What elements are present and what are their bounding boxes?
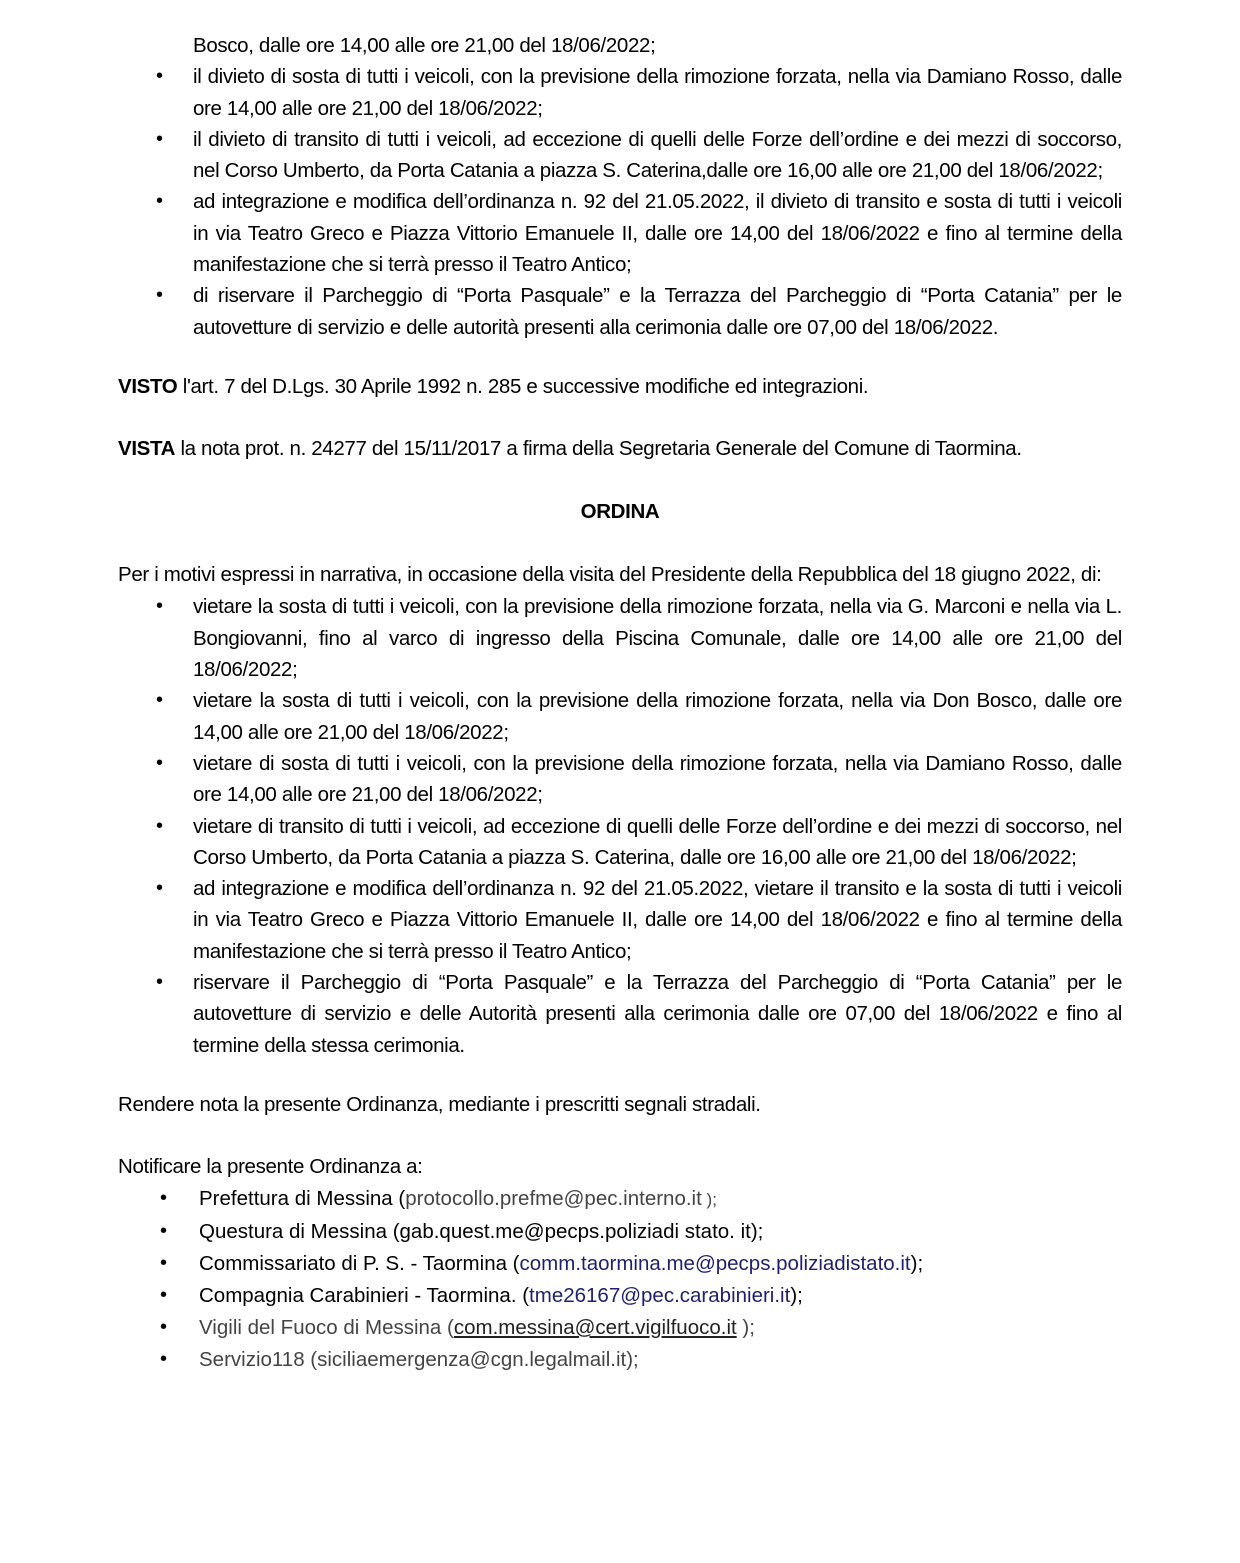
vista-label: VISTA	[118, 437, 176, 461]
visto-label: VISTO	[118, 374, 178, 398]
ordina-heading	[118, 496, 1122, 528]
recipients-list	[118, 1183, 1122, 1376]
recipient-name: Prefettura di Messina (	[199, 1186, 406, 1210]
bullet-icon: •	[156, 284, 163, 307]
bullet-icon: •	[156, 971, 163, 994]
list-item	[118, 685, 1122, 748]
list-item	[118, 30, 1122, 61]
ordina-list	[118, 591, 1122, 1060]
list-item-text: vietare la sosta di tutti i veicoli, con la previsione della rimozione forzata, nella via Don Bosco, dalle ore 14,00 alle ore 21,00 del 18/06/2022;	[193, 689, 1122, 744]
recipient-email[interactable]: protocollo.prefme@pec.interno.it	[405, 1186, 702, 1210]
recipient-name: Servizio118 (	[199, 1347, 318, 1371]
recipient-item	[118, 1280, 1122, 1312]
vista-paragraph	[118, 433, 1122, 465]
notificare-paragraph: Notificare la presente Ordinanza a:	[118, 1155, 423, 1179]
intro-paragraph: Per i motivi espressi in narrativa, in occasione della visita del Presidente della Repubblica del 18 giugno 2022, di:	[118, 563, 1102, 587]
recipient-email-link[interactable]: tme26167@pec.carabinieri.it	[529, 1283, 791, 1307]
recipient-item	[118, 1248, 1122, 1280]
list-item	[118, 124, 1122, 187]
recipient-item	[118, 1183, 1122, 1216]
ordina-heading-text: ORDINA	[580, 499, 660, 523]
list-item-text: Bosco, dalle ore 14,00 alle ore 21,00 del 18/06/2022;	[193, 34, 656, 57]
recipient-name: Compagnia Carabinieri - Taormina. (	[199, 1283, 530, 1307]
recipient-email-link[interactable]: comm.taormina.me@pecps.poliziadistato.it	[519, 1251, 911, 1275]
bullet-icon: •	[160, 1283, 168, 1306]
list-item	[118, 748, 1122, 811]
recipient-name: Commissariato di P. S. - Taormina (	[199, 1251, 520, 1275]
bullet-icon: •	[160, 1347, 168, 1370]
list-item-text: di riservare il Parcheggio di “Porta Pasquale” e la Terrazza del Parcheggio di “Porta Catania” per le autovetture di servizio e delle autorità presenti alla cerimonia dalle ore 07,00 del 18/06/2022.	[193, 284, 1122, 339]
recipient-item	[118, 1344, 1122, 1376]
bullet-icon: •	[160, 1315, 168, 1338]
list-item	[118, 967, 1122, 1061]
list-item-text: riservare il Parcheggio di “Porta Pasquale” e la Terrazza del Parcheggio di “Porta Catania” per le autovetture di servizio e delle Autorità presenti alla cerimonia dalle ore 07,00 del 18/06/2022 e fino al termine della stessa cerimonia.	[193, 971, 1122, 1057]
document-page	[118, 30, 1122, 1376]
list-item-text: vietare di transito di tutti i veicoli, ad eccezione di quelli delle Forze dell’ordine e dei mezzi di soccorso, nel Corso Umberto, da Porta Catania a piazza S. Caterina, dalle ore 16,00 alle ore 21,00 del 18/06/2022;	[193, 814, 1122, 869]
rendere-nota-paragraph: Rendere nota la presente Ordinanza, mediante i prescritti segnali stradali.	[118, 1092, 761, 1116]
recipient-name: Questura di Messina (	[199, 1219, 400, 1243]
bullet-icon: •	[160, 1219, 168, 1242]
recipient-suffix: );	[701, 1189, 717, 1209]
bullet-icon: •	[156, 814, 163, 837]
recipient-suffix: );	[736, 1315, 755, 1339]
list-item-text: vietare la sosta di tutti i veicoli, con la previsione della rimozione forzata, nella via G. Marconi e nella via L. Bongiovanni, fino al varco di ingresso della Piscina Comunale, dalle ore 14,00 alle ore 21,00 del 18/06/2022;	[193, 595, 1122, 682]
list-item	[118, 811, 1122, 874]
list-item-text: il divieto di sosta di tutti i veicoli, con la previsione della rimozione forzata, nella via Damiano Rosso, dalle ore 14,00 alle ore 21,00 del 18/06/2022;	[193, 65, 1122, 120]
bullet-icon: •	[156, 877, 163, 900]
recipient-suffix: );	[910, 1251, 924, 1275]
recipient-email[interactable]: gab.quest.me@pecps.poliziadi stato. it	[399, 1219, 751, 1243]
bullet-icon: •	[156, 751, 163, 774]
continued-list	[118, 30, 1122, 343]
list-item-text: ad integrazione e modifica dell’ordinanza n. 92 del 21.05.2022, il divieto di transito e sosta di tutti i veicoli in via Teatro Greco e Piazza Vittorio Emanuele II, dalle ore 14,00 del 18/06/2022 e fino al termine della manifestazione che si terrà presso il Teatro Antico;	[193, 190, 1122, 277]
list-item	[118, 591, 1122, 685]
bullet-icon: •	[156, 595, 163, 618]
list-item	[118, 873, 1122, 967]
list-item	[118, 186, 1122, 280]
vista-text: la nota prot. n. 24277 del 15/11/2017 a firma della Segretaria Generale del Comune di Taormina.	[175, 437, 1022, 461]
recipient-name: Vigili del Fuoco di Messina (	[199, 1315, 454, 1339]
recipient-suffix: );	[626, 1347, 639, 1371]
recipient-email[interactable]: siciliaemergenza@cgn.legalmail.it	[317, 1347, 627, 1371]
list-item-text: vietare di sosta di tutti i veicoli, con la previsione della rimozione forzata, nella via Damiano Rosso, dalle ore 14,00 alle ore 21,00 del 18/06/2022;	[193, 751, 1122, 807]
recipient-suffix: );	[750, 1219, 764, 1243]
visto-paragraph	[118, 371, 1122, 403]
bullet-icon: •	[160, 1186, 168, 1209]
visto-text: l'art. 7 del D.Lgs. 30 Aprile 1992 n. 285 e successive modifiche ed integrazioni.	[177, 374, 869, 398]
bullet-icon: •	[156, 190, 163, 213]
bullet-icon: •	[156, 127, 163, 150]
recipient-item	[118, 1312, 1122, 1344]
recipient-item	[118, 1216, 1122, 1248]
recipient-suffix: );	[790, 1283, 803, 1307]
recipient-email-link[interactable]: com.messina@cert.vigilfuoco.it	[453, 1315, 737, 1339]
list-item-text: il divieto di transito di tutti i veicoli, ad eccezione di quelli delle Forze dell’ordine e dei mezzi di soccorso, nel Corso Umberto, da Porta Catania a piazza S. Caterina,dalle ore 16,00 alle ore 21,00 del 18/06/2022;	[193, 127, 1122, 183]
list-item	[118, 280, 1122, 343]
list-item-text: ad integrazione e modifica dell’ordinanza n. 92 del 21.05.2022, vietare il transito e la sosta di tutti i veicoli in via Teatro Greco e Piazza Vittorio Emanuele II, dalle ore 14,00 del 18/06/2022 e fino al termine della manifestazione che si terrà presso il Teatro Antico;	[193, 877, 1122, 963]
bullet-icon: •	[160, 1251, 168, 1274]
bullet-icon: •	[156, 689, 163, 712]
list-item	[118, 61, 1122, 124]
bullet-icon: •	[156, 65, 163, 88]
